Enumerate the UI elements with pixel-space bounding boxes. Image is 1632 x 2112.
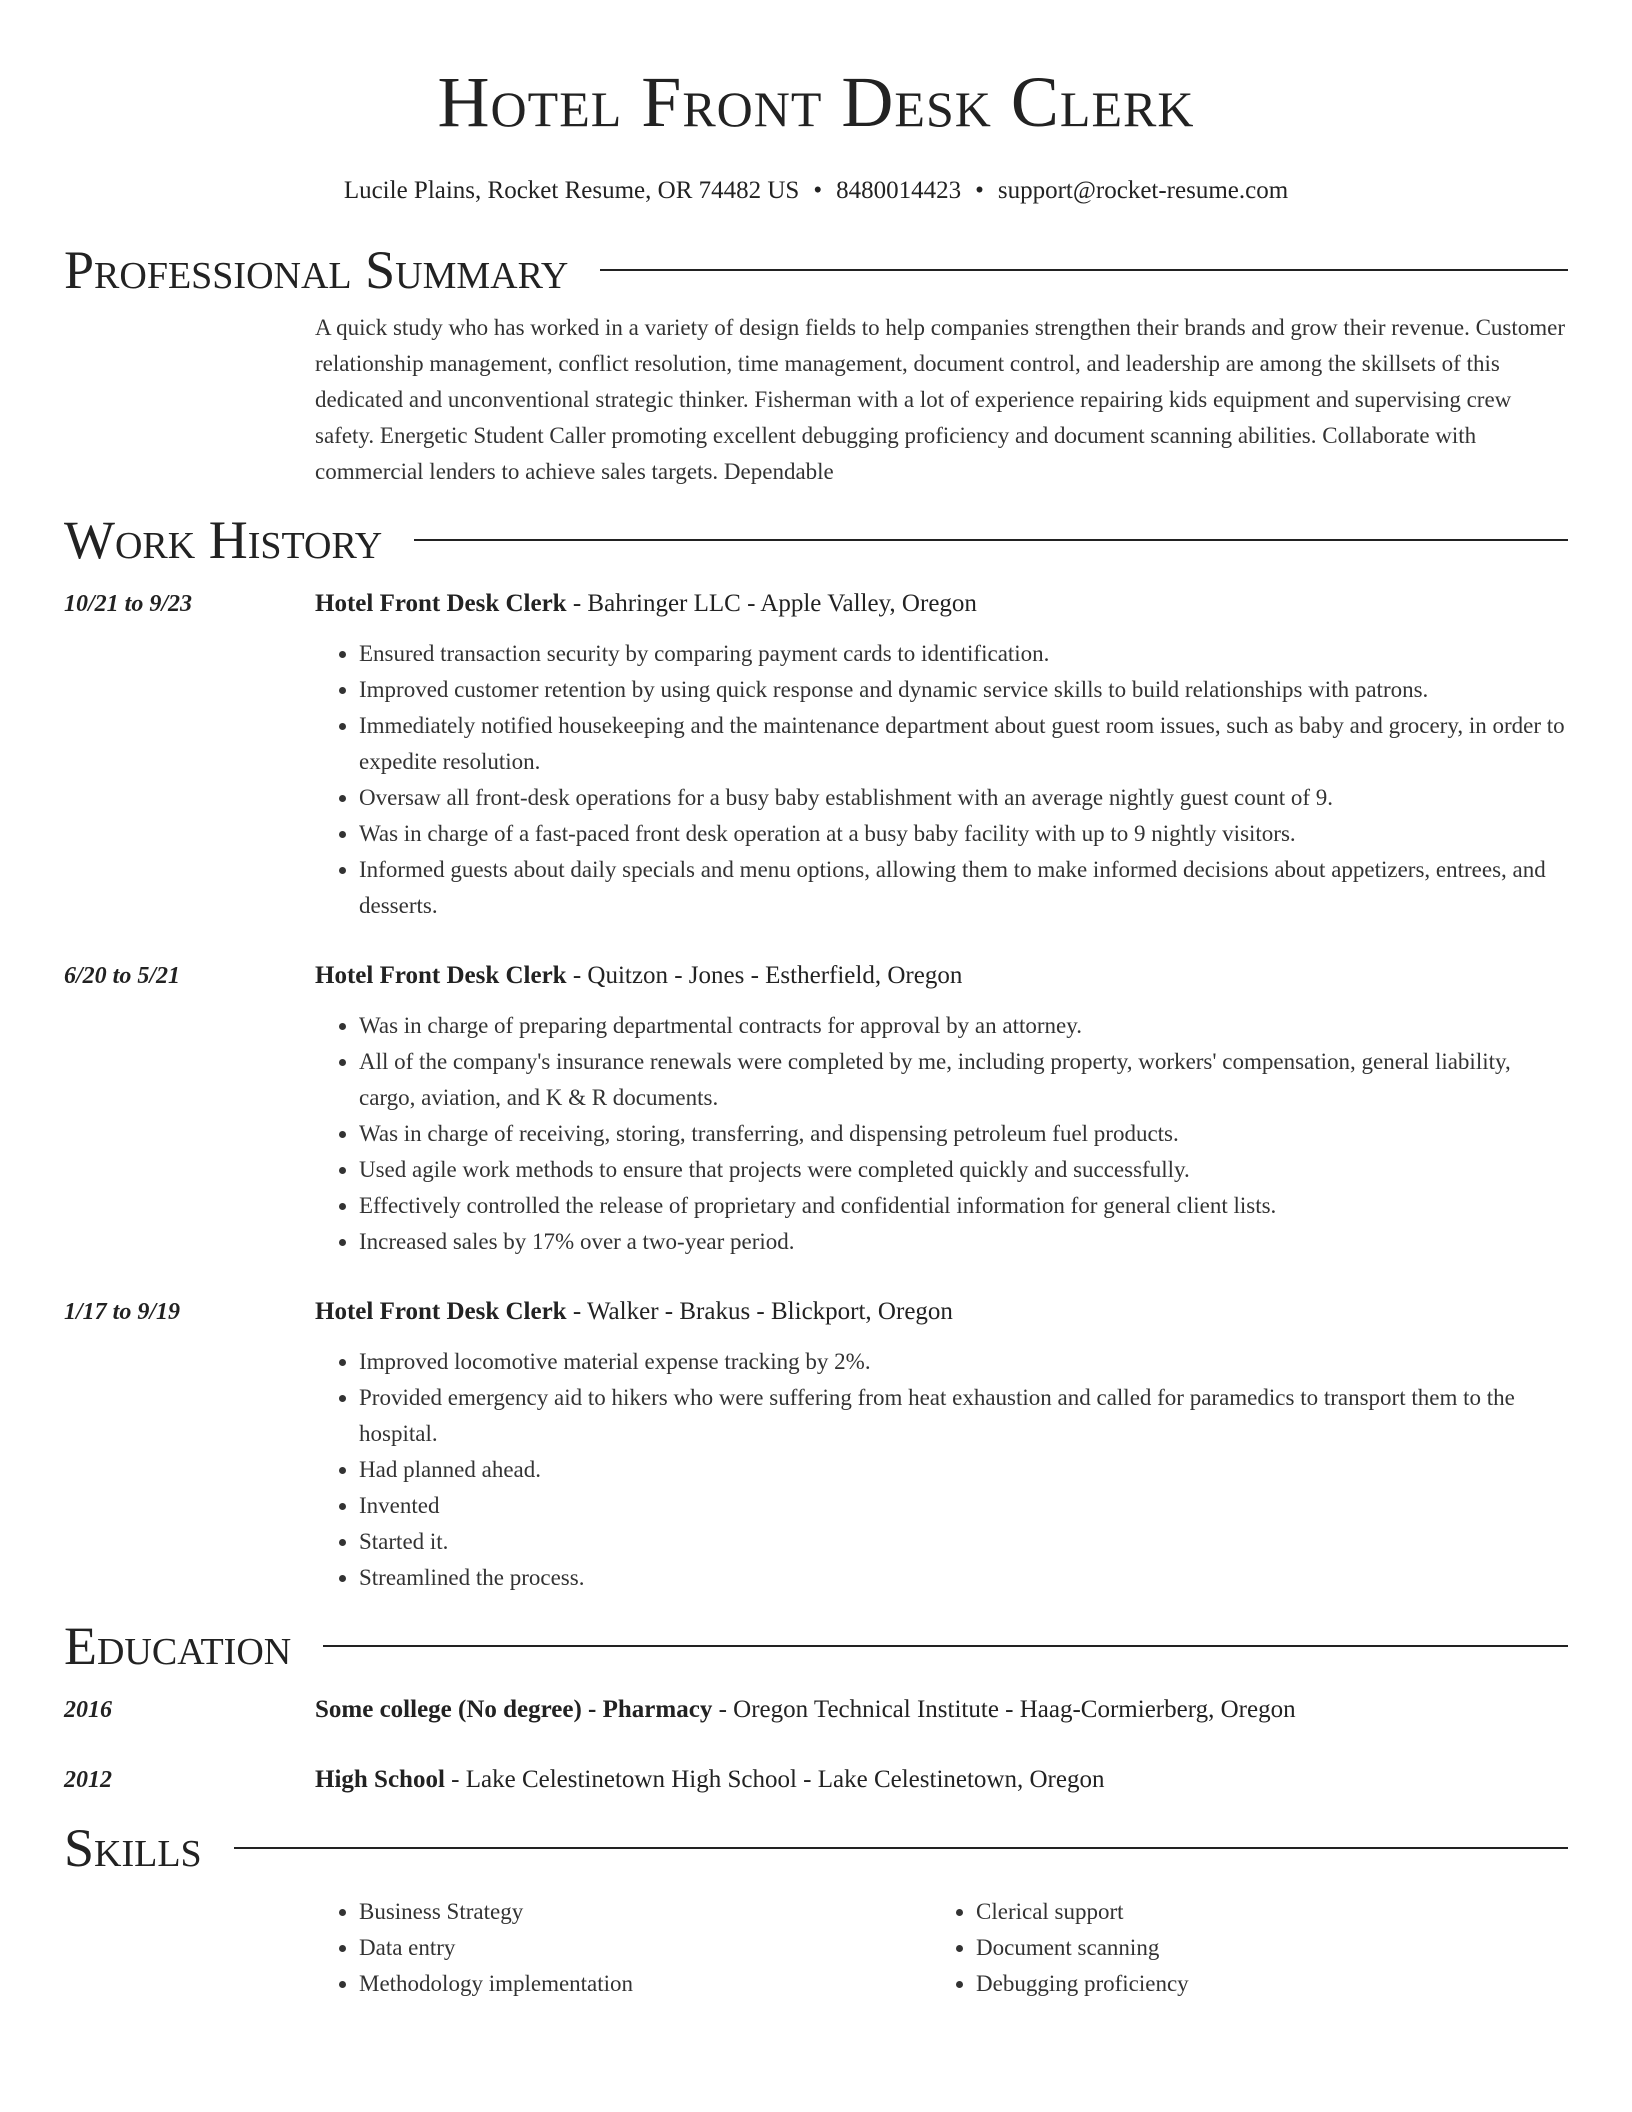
education-body <box>315 1692 1568 1728</box>
skill-item: • Debugging proficiency <box>976 1966 1549 2002</box>
contact-email: support@rocket-resume.com <box>997 177 1289 204</box>
section-divider <box>414 539 1568 541</box>
job-bullets <box>315 636 1568 924</box>
job-role: Hotel Front Desk Clerk <box>315 1298 567 1325</box>
section-divider <box>323 1645 1568 1647</box>
job-dates: 6/20 to 5/21 <box>64 963 181 989</box>
education-section-title: Education <box>64 1616 292 1676</box>
list-item: • Started it. <box>359 1524 1568 1560</box>
contact-line <box>64 176 1568 206</box>
summary-text: A quick study who has worked in a variety of design fields to help companies strengthen their brands and grow their revenue. Customer relationship management, conflict resolution, time management, document control, and leadership are among the skillsets of this dedicated and unconventional strategic thinker. Fisherman with a lot of experience repairing kids equipment and supervising crew safety. Energetic Student Caller promoting excellent debugging proficiency and document scanning abilities. Collaborate with commercial lenders to achieve sales targets. Dependable <box>315 315 1566 484</box>
job-body <box>315 1294 1568 1596</box>
job-bullets <box>315 1008 1568 1260</box>
job-details: - Walker - Brakus - Blickport, Oregon <box>566 1298 953 1325</box>
job-dates: 1/17 to 9/19 <box>64 1299 181 1325</box>
job-entry <box>64 958 1568 1260</box>
list-item: • Was in charge of receiving, storing, transferring, and dispensing petroleum fuel products. <box>359 1116 1568 1152</box>
education-body <box>315 1762 1568 1798</box>
skill-item: • Document scanning <box>976 1930 1549 1966</box>
job-title-line <box>315 586 1568 622</box>
skills-list <box>315 1894 932 2002</box>
skill-item: • Data entry <box>359 1930 932 1966</box>
education-degree: High School <box>315 1766 445 1793</box>
list-item: • Ensured transaction security by comparing payment cards to identification. <box>359 636 1568 672</box>
list-item: • Used agile work methods to ensure that projects were completed quickly and successfully. <box>359 1152 1568 1188</box>
list-item: • Improved locomotive material expense tracking by 2%. <box>359 1344 1568 1380</box>
work-section-title: Work History <box>64 510 383 570</box>
job-body <box>315 958 1568 1260</box>
contact-address: Lucile Plains, Rocket Resume, OR 74482 US <box>343 177 800 204</box>
skills-grid <box>315 1894 1568 2002</box>
skills-list <box>932 1894 1549 2002</box>
job-dates: 10/21 to 9/23 <box>64 591 193 617</box>
list-item: • All of the company's insurance renewals were completed by me, including property, workers' compensation, general liability, cargo, aviation, and K & R documents. <box>359 1044 1568 1116</box>
summary-section-header <box>64 240 1568 300</box>
skills-section-title: Skills <box>64 1818 202 1878</box>
list-item: • Immediately notified housekeeping and the maintenance department about guest room issues, such as baby and grocery, in order to expedite resolution. <box>359 708 1568 780</box>
skill-item: • Business Strategy <box>359 1894 932 1930</box>
skill-item: • Clerical support <box>976 1894 1549 1930</box>
list-item: • Increased sales by 17% over a two-year period. <box>359 1224 1568 1260</box>
list-item: • Effectively controlled the release of proprietary and confidential information for general client lists. <box>359 1188 1568 1224</box>
skills-column-left <box>315 1894 932 2002</box>
list-item: • Was in charge of a fast-paced front desk operation at a busy baby facility with up to 9 nightly visitors. <box>359 816 1568 852</box>
education-details: - Oregon Technical Institute - Haag-Cormierberg, Oregon <box>712 1696 1296 1723</box>
job-role: Hotel Front Desk Clerk <box>315 590 567 617</box>
contact-separator: • <box>975 177 984 204</box>
list-item: • Provided emergency aid to hikers who were suffering from heat exhaustion and called for paramedics to transport them to the hospital. <box>359 1380 1568 1452</box>
list-item: • Informed guests about daily specials and menu options, allowing them to make informed decisions about appetizers, entrees, and desserts. <box>359 852 1568 924</box>
resume-name: Hotel Front Desk Clerk <box>437 62 1195 142</box>
list-item: • Oversaw all front-desk operations for a busy baby establishment with an average nightly guest count of 9. <box>359 780 1568 816</box>
education-title-line <box>315 1692 1568 1728</box>
list-item: • Improved customer retention by using quick response and dynamic service skills to build relationships with patrons. <box>359 672 1568 708</box>
section-divider <box>234 1847 1568 1849</box>
contact-phone: 8480014423 <box>836 177 962 204</box>
list-item: • Was in charge of preparing departmental contracts for approval by an attorney. <box>359 1008 1568 1044</box>
skill-item: • Methodology implementation <box>359 1966 932 2002</box>
education-entry <box>64 1762 1568 1798</box>
job-title-line <box>315 1294 1568 1330</box>
education-degree: Some college (No degree) - Pharmacy <box>315 1696 713 1723</box>
contact-separator: • <box>813 177 823 204</box>
job-entry <box>64 586 1568 924</box>
job-details: - Quitzon - Jones - Estherfield, Oregon <box>566 962 963 989</box>
job-details: - Bahringer LLC - Apple Valley, Oregon <box>566 590 977 617</box>
list-item: • Invented <box>359 1488 1568 1524</box>
job-body <box>315 586 1568 924</box>
education-details: - Lake Celestinetown High School - Lake Celestinetown, Oregon <box>444 1766 1105 1793</box>
work-section-header <box>64 510 1568 570</box>
list-item: • Had planned ahead. <box>359 1452 1568 1488</box>
job-title-line <box>315 958 1568 994</box>
education-year: 2012 <box>64 1767 112 1793</box>
job-entry <box>64 1294 1568 1596</box>
summary-section-title: Professional Summary <box>64 240 569 300</box>
education-year: 2016 <box>64 1697 112 1723</box>
section-divider <box>600 269 1568 271</box>
job-role: Hotel Front Desk Clerk <box>315 962 567 989</box>
job-bullets <box>315 1344 1568 1596</box>
list-item: • Streamlined the process. <box>359 1560 1568 1596</box>
education-entry <box>64 1692 1568 1728</box>
education-title-line <box>315 1762 1568 1798</box>
skills-column-right <box>932 1894 1549 2002</box>
education-section-header <box>64 1616 1568 1676</box>
skills-section-header <box>64 1818 1568 1878</box>
